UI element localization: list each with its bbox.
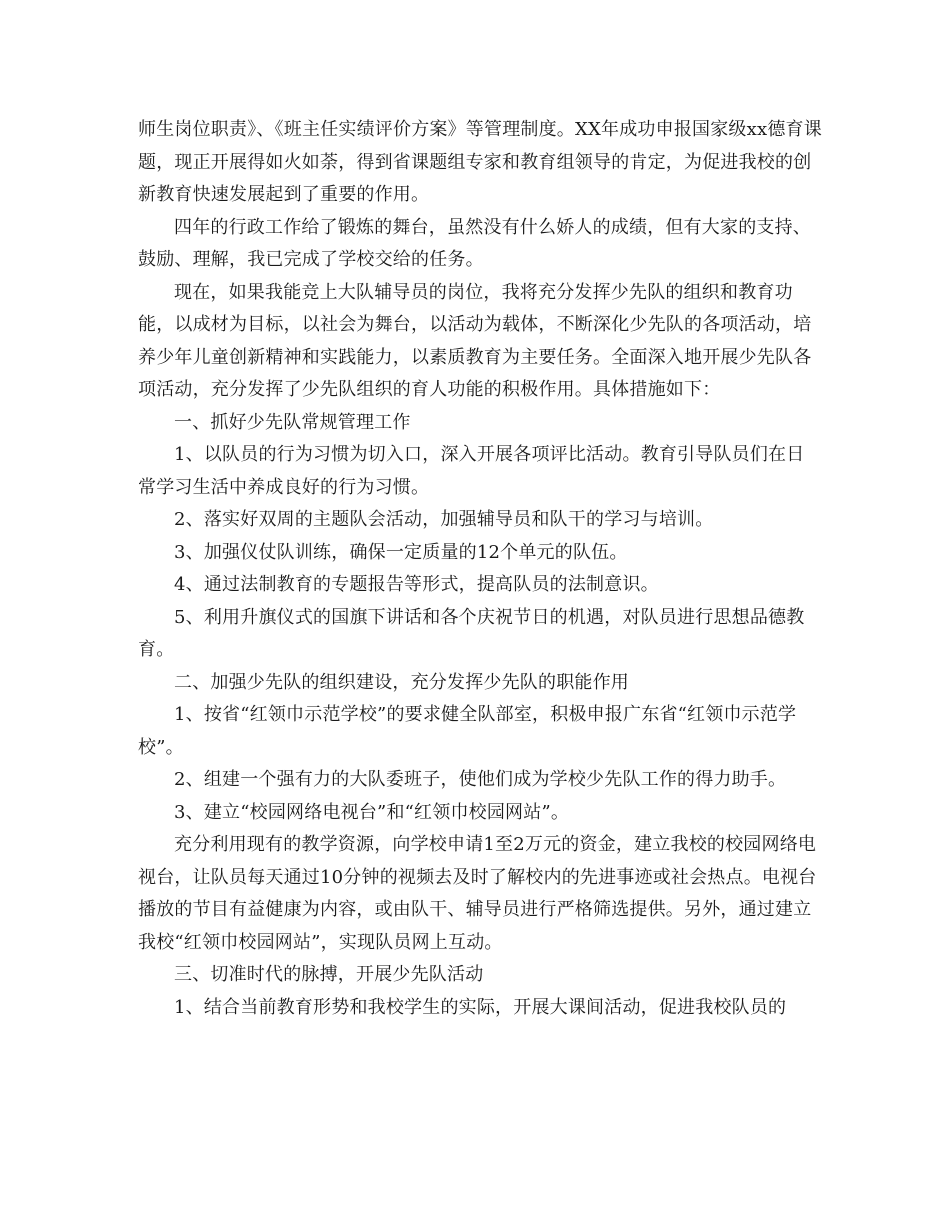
list-item: 3、建立“校园网络电视台”和“红领巾校园网站”。: [174, 801, 570, 823]
list-item: 1、以队员的行为习惯为切入口，深入开展各项评比活动。教育引导队员们在日常学习生活中养成良好的行为习惯。: [138, 444, 805, 498]
list-item: 3、加强仪仗队训练，确保一定质量的12个单元的队伍。: [174, 541, 628, 563]
list-item: 1、结合当前教育形势和我校学生的实际，开展大课间活动，促进我校队员的: [174, 996, 787, 1018]
paragraph: 师生岗位职责》、《班主任实绩评价方案》等管理制度。XX年成功申报国家级xx德育课题，现正开展得如火如荼，得到省课题组专家和教育组领导的肯定，为促进我校的创新教育快速发展起到了重要的作用。: [138, 119, 822, 205]
list-item: 4、通过法制教育的专题报告等形式，提高队员的法制意识。: [174, 574, 659, 595]
paragraph: 现在，如果我能竞上大队辅导员的岗位，我将充分发挥少先队的组织和教育功能，以成材为目标，以社会为舞台，以活动为载体，不断深化少先队的各项活动，培养少年儿童创新精神和实践能力，以素质教育为主要任务。全面深入地开展少先队各项活动，充分发挥了少先队组织的育人功能的积极作用。具体措施如下：: [138, 281, 812, 400]
list-item: 1、按省“红领巾示范学校”的要求健全队部室，积极申报广东省“红领巾示范学校”。: [138, 704, 797, 758]
document-body: [138, 114, 822, 1024]
section-heading: 三、切准时代的脉搏，开展少先队活动: [174, 964, 484, 985]
section-heading: 二、加强少先队的组织建设，充分发挥少先队的职能作用: [174, 671, 629, 693]
list-item: 2、落实好双周的主题队会活动，加强辅导员和队干的学习与培训。: [174, 509, 714, 530]
section-heading: 一、抓好少先队常规管理工作: [174, 411, 411, 433]
paragraph: 充分利用现有的教学资源，向学校申请1至2万元的资金，建立我校的校园网络电视台，让队员每天通过10分钟的视频去及时了解校内的先进事迹或社会热点。电视台播放的节目有益健康为内容，或由队干、辅导员进行严格筛选提供。另外，通过建立我校“红领巾校园网站”，实现队员网上互动。: [138, 834, 817, 953]
paragraph: 四年的行政工作给了锻炼的舞台，虽然没有什么娇人的成绩，但有大家的支持、鼓励、理解，我已完成了学校交给的任务。: [138, 216, 811, 270]
list-item: 2、组建一个强有力的大队委班子，使他们成为学校少先队工作的得力助手。: [174, 769, 787, 790]
list-item: 5、利用升旗仪式的国旗下讲话和各个庆祝节日的机遇，对队员进行思想品德教育。: [138, 606, 805, 660]
